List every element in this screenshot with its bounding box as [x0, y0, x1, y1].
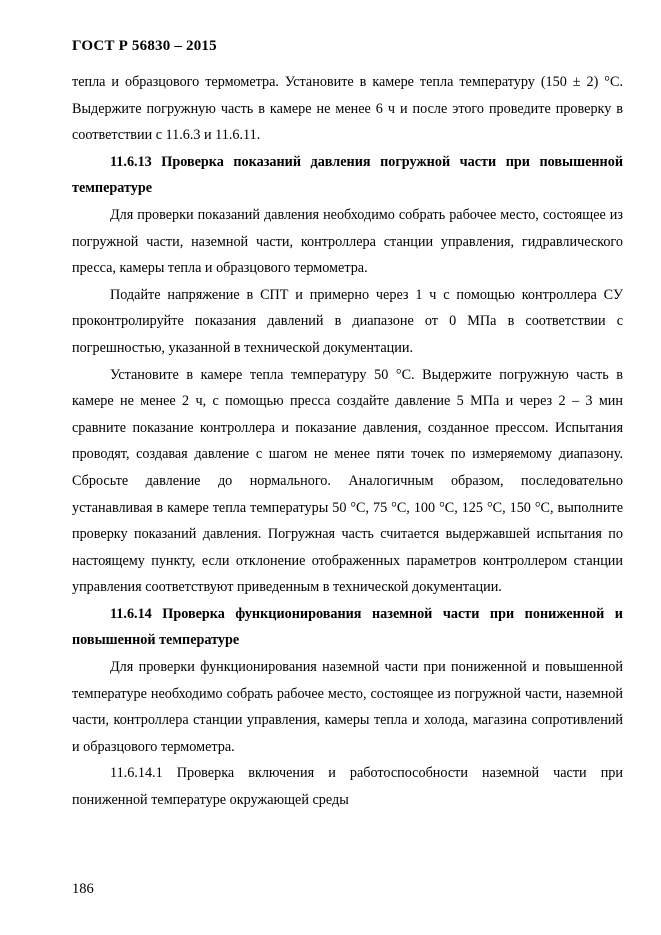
page-number: 186: [72, 881, 94, 897]
paragraph-apply-voltage: Подайте напряжение в СПТ и примерно через 1 ч с помощью контроллера СУ проконтролируйте показания давлений в диапазоне от 0 МПа в соответствии с погрешностью, указанной в технической документации.: [72, 286, 623, 356]
paragraph-continuation: тепла и образцового термометра. Установите в камере тепла температуру (150 ± 2) °С. Выдержите погружную часть в камере не менее 6 ч и после этого проведите проверку в соответствии с 11.6.3 и 11.6.11.: [72, 74, 623, 144]
document-body: [72, 69, 623, 814]
paragraph-workplace-surface: Для проверки функционирования наземной части при пониженной и повышенной температуре необходимо собрать рабочее место, состоящее из погружной части, наземной части, контроллера станции управления, камеры тепла и холода, магазина сопротивлений и образцового термометра.: [72, 659, 623, 755]
paragraph-test-procedure: Установите в камере тепла температуру 50 °С. Выдержите погружную часть в камере не менее 2 ч, с помощью пресса создайте давление 5 МПа и через 2 – 3 мин сравните показание контроллера и показание давления, созданное прессом. Испытания проводят, создавая давление с шагом не менее пяти точек по измеряемому диапазону. Сбросьте давление до нормального. Аналогичным образом, последовательно устанавливая в камере тепла температуры 50 °С, 75 °С, 100 °С, 125 °С, 150 °С, выполните проверку показаний давления. Погружная часть считается выдержавшей испытания по настоящему пункту, если отклонение отображенных параметров контроллером станции управления соответствуют приведенным в технической документации.: [72, 366, 623, 596]
paragraph-workplace-pressure: Для проверки показаний давления необходимо собрать рабочее место, состоящее из погружной части, наземной части, контроллера станции управления, гидравлического пресса, камеры тепла и образцового термометра.: [72, 206, 623, 277]
subsection-11-6-14-1: 11.6.14.1 Проверка включения и работоспособности наземной части при пониженной температуре окружающей среды: [72, 765, 623, 809]
document-header: ГОСТ Р 56830 – 2015: [72, 38, 217, 54]
section-heading-11-6-13: 11.6.13 Проверка показаний давления погружной части при повышенной температуре: [72, 153, 623, 197]
section-heading-11-6-14: 11.6.14 Проверка функционирования наземной части при пониженной и повышенной температуре: [72, 605, 623, 649]
